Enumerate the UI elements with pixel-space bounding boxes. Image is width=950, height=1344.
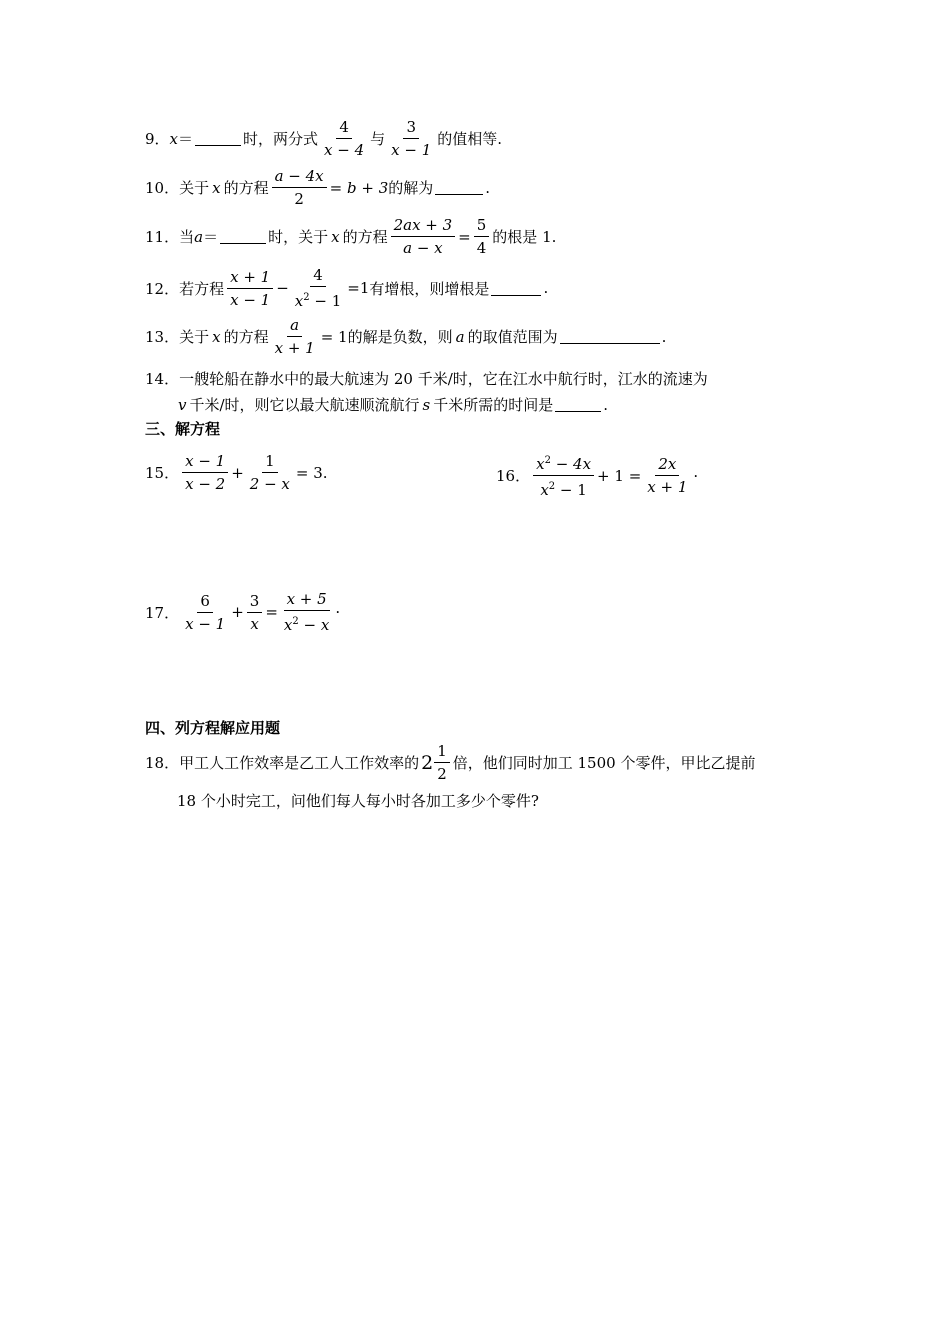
q14-dot: . [603, 395, 609, 414]
q13-var2: a [455, 327, 465, 346]
question-16 [496, 452, 698, 499]
q14-line-2a: 千米/时，则它以最大航速顺流航行 [189, 396, 420, 414]
q12-den-sup: 2 [303, 292, 310, 303]
q13-rhs: = 1 [320, 327, 348, 346]
q17-den-sup: 2 [292, 616, 299, 627]
q14-line-1: 一艘轮船在静水中的最大航速为 20 千米/时，它在江水中航行时，江水的流速为 [179, 370, 708, 388]
question-18-line-2 [177, 790, 539, 811]
q17-op: + [231, 603, 244, 621]
q17-den-rest: − x [298, 616, 330, 634]
q9-frac2-denominator: x − 1 [391, 141, 432, 159]
q11-mid2: 的方程 [342, 228, 388, 246]
question-18-line-1 [145, 742, 755, 783]
q11-frac1-denominator: a − x [403, 239, 443, 257]
q11-var: a [194, 227, 204, 246]
q13-blank [560, 329, 660, 344]
q16-num-rest: − 4x [550, 455, 592, 473]
question-14-line-1 [145, 368, 708, 389]
q12-fraction-1 [227, 268, 273, 309]
q12-number: 12． [145, 279, 180, 298]
q13-number: 13． [145, 328, 180, 346]
q12-den-base: x [294, 292, 304, 310]
q11-mid: 时，关于 [268, 228, 329, 246]
q16-den-sup: 2 [548, 481, 556, 492]
q16-end: · [693, 466, 699, 485]
q13-var: x [212, 327, 221, 346]
q15-frac1-denominator: x − 2 [185, 475, 226, 493]
q18-number: 18． [145, 754, 180, 772]
q16-frac1-denominator [537, 476, 590, 499]
q10-dot: . [485, 178, 491, 197]
q9-frac1-numerator: 4 [336, 118, 352, 139]
q11-frac2-denominator: 4 [476, 239, 487, 257]
q11-frac1-numerator: 2ax + 3 [391, 216, 456, 237]
q10-number: 10． [145, 179, 180, 197]
q12-rhs: =1 [347, 279, 370, 297]
q15-number: 15． [145, 464, 180, 482]
q10-frac-denominator: 2 [294, 190, 304, 208]
question-17 [145, 590, 340, 634]
q17-fraction-1 [182, 592, 228, 633]
q17-den-base: x [283, 616, 293, 634]
q17-frac3-numerator: x + 5 [284, 590, 330, 611]
q11-blank [220, 229, 266, 244]
q11-var2: x [331, 227, 340, 246]
q17-frac2-numerator: 3 [247, 592, 263, 613]
q10-var: x [212, 178, 221, 197]
q15-frac2-numerator: 1 [262, 452, 278, 473]
q9-fraction-1 [321, 118, 367, 159]
q17-fraction-2 [247, 592, 263, 633]
q14-line-2b: 千米所需的时间是 [433, 396, 554, 414]
q15-fraction-2 [247, 452, 293, 493]
q15-rhs: = 3. [295, 463, 328, 482]
q17-number: 17． [145, 603, 180, 622]
q16-frac2-numerator: 2x [655, 455, 679, 476]
q16-num-sup: 2 [544, 455, 551, 466]
q15-frac2-denominator: 2 − x [249, 475, 290, 493]
q13-end2: 的取值范围为 [467, 328, 558, 346]
question-14-line-2 [178, 394, 608, 415]
q16-op: + 1 = [597, 466, 642, 485]
q9-yu: 与 [370, 130, 386, 148]
q12-end: 有增根，则增根是 [369, 279, 490, 298]
question-11 [145, 216, 556, 257]
q13-mid: 的方程 [223, 328, 269, 346]
q16-frac1-numerator [533, 452, 594, 476]
q11-op: = [458, 227, 471, 246]
q14-number: 14． [145, 370, 180, 388]
q9-end: 的值相等. [437, 130, 503, 148]
q9-blank [195, 131, 241, 146]
question-15 [145, 452, 328, 493]
q10-rhs: = b + 3 [329, 178, 389, 197]
q12-fraction-2 [292, 266, 345, 310]
q16-fraction-2 [644, 455, 690, 496]
q18-line-2: 18 个小时完工，问他们每人每小时各加工多少个零件? [177, 792, 539, 810]
q10-fraction [272, 167, 327, 208]
q9-number: 9． [145, 130, 170, 148]
q16-number: 16． [496, 467, 531, 485]
q12-frac1-denominator: x − 1 [230, 290, 271, 309]
q10-pre: 关于 [179, 179, 210, 197]
q13-frac-numerator: a [287, 316, 302, 337]
q17-frac1-numerator: 6 [197, 592, 213, 613]
q16-den-base: x [540, 481, 549, 499]
q11-fraction-1 [391, 216, 456, 257]
q12-op: − [276, 279, 289, 297]
q12-frac2-denominator [292, 287, 345, 310]
q12-den-rest: − 1 [309, 292, 342, 310]
q13-dot: . [661, 327, 667, 346]
q11-end: 的根是 1. [492, 228, 557, 246]
q18-mixed-numerator: 1 [434, 742, 450, 763]
q14-var-s: s [422, 395, 431, 414]
q12-blank [491, 281, 541, 296]
q13-pre: 关于 [179, 328, 210, 346]
q14-blank [555, 397, 601, 412]
q12-frac2-numerator: 4 [310, 266, 326, 287]
q10-blank [435, 180, 483, 195]
q9-frac1-denominator: x − 4 [324, 141, 365, 159]
q15-op: + [231, 463, 244, 482]
q13-frac-denominator: x + 1 [274, 339, 315, 357]
q12-pre: 若方程 [179, 279, 225, 298]
q11-fraction-2 [474, 216, 490, 257]
q10-frac-numerator: a − 4x [272, 167, 327, 188]
q18-mixed-denominator: 2 [437, 765, 447, 783]
section-4-heading: 四、列方程解应用题 [145, 719, 281, 737]
q16-frac2-denominator: x + 1 [647, 478, 688, 496]
q17-frac3-denominator [281, 611, 332, 634]
q18-mixed-whole: 2 [421, 751, 434, 774]
q9-fraction-2 [388, 118, 434, 159]
section-3-heading: 三、解方程 [145, 420, 221, 438]
q12-dot: . [543, 279, 549, 297]
q9-mid: 时，两分式 [243, 130, 319, 148]
q11-pre: 当 [179, 228, 195, 246]
q18-mixed-number [421, 742, 451, 783]
question-12 [145, 266, 548, 310]
q14-var-v: v [178, 395, 187, 414]
q17-end: · [335, 603, 341, 621]
q17-op2: = [265, 603, 278, 621]
q18-mixed-fraction [434, 742, 450, 783]
q16-fraction-1 [533, 452, 594, 499]
q9-frac2-numerator: 3 [403, 118, 419, 139]
q16-num-base: x [536, 455, 545, 473]
question-10 [145, 167, 490, 208]
q9-eq: ＝ [178, 130, 194, 148]
q9-var: x [169, 129, 179, 148]
q17-frac1-denominator: x − 1 [185, 614, 226, 633]
q17-fraction-3 [281, 590, 332, 634]
question-13 [145, 316, 666, 357]
q18-post: 倍，他们同时加工 1500 个零件，甲比乙提前 [452, 754, 756, 772]
q12-frac1-numerator: x + 1 [227, 268, 273, 289]
question-9 [145, 118, 502, 159]
q15-fraction-1 [182, 452, 228, 493]
q15-frac1-numerator: x − 1 [182, 452, 228, 473]
q10-end: 的解为 [388, 179, 434, 197]
q13-fraction [272, 316, 318, 357]
q17-frac2-denominator: x [250, 614, 259, 633]
q11-number: 11． [145, 228, 180, 246]
q11-eq: ＝ [203, 228, 219, 246]
q16-den-rest: − 1 [555, 481, 587, 499]
q13-end: 的解是负数，则 [347, 328, 453, 346]
q18-pre: 甲工人工作效率是乙工人工作效率的 [179, 754, 420, 772]
q11-frac2-numerator: 5 [474, 216, 490, 237]
q10-mid: 的方程 [223, 179, 269, 197]
